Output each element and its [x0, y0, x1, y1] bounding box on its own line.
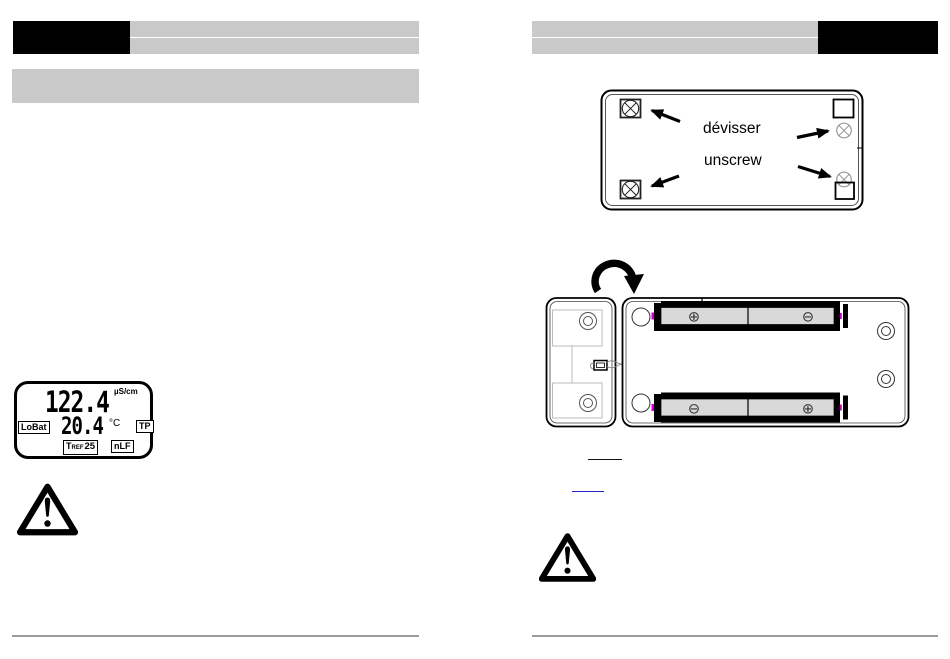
unscrew-diagram	[600, 89, 864, 211]
left-header-black-box	[13, 21, 130, 54]
battery-top	[652, 301, 849, 331]
lcd-main-unit: µS/cm	[114, 387, 138, 396]
left-section-heading-bar	[12, 69, 419, 103]
warning-icon	[17, 482, 78, 537]
right-footer-rule	[532, 635, 938, 637]
lcd-tref-t: T	[66, 441, 72, 451]
lcd-tref-value: 25	[84, 441, 96, 452]
battery-contact-magenta	[652, 404, 655, 411]
polarity-bottom-left: ⊖	[687, 401, 701, 418]
lcd-tp-badge: TP	[136, 420, 154, 433]
rotate-open-arrow-icon	[595, 263, 644, 294]
right-header-black-box	[818, 21, 938, 54]
lcd-main-value: 122.4	[45, 385, 109, 420]
battery-compartment-diagram	[545, 250, 915, 432]
battery-connector-plug-icon	[594, 361, 607, 371]
unscrew-label-english: unscrew	[704, 152, 762, 169]
battery-bottom	[652, 393, 849, 423]
lcd-lobat-badge: LoBat	[18, 421, 50, 434]
right-header-gray-row-1	[532, 21, 818, 37]
warning-icon	[539, 531, 596, 584]
lcd-tref-sub: REF	[71, 445, 84, 451]
battery-contact-magenta	[840, 313, 842, 319]
right-header-gray-row-2	[532, 38, 818, 54]
polarity-bottom-right: ⊕	[801, 401, 815, 418]
left-footer-rule	[12, 635, 419, 637]
polarity-top-left: ⊕	[687, 309, 701, 326]
hidden-link-underline-1[interactable]	[588, 459, 622, 460]
warning-exclamation-dot	[44, 520, 50, 526]
left-header-gray-row-1	[130, 21, 419, 37]
polarity-top-right: ⊖	[801, 309, 815, 326]
battery-contact-magenta	[840, 405, 842, 411]
lcd-temperature-unit: °C	[109, 418, 121, 429]
unscrew-label-french: dévisser	[703, 120, 761, 137]
lcd-tref-badge	[63, 440, 98, 455]
battery-contact-magenta	[652, 313, 655, 320]
hidden-link-underline-2[interactable]	[572, 491, 604, 492]
lcd-nlf-badge: nLF	[111, 440, 134, 453]
lcd-temperature-value: 20.4	[61, 411, 103, 441]
warning-exclamation-dot	[564, 568, 570, 574]
left-header-gray-row-2	[130, 38, 419, 54]
lcd-display	[14, 381, 153, 459]
